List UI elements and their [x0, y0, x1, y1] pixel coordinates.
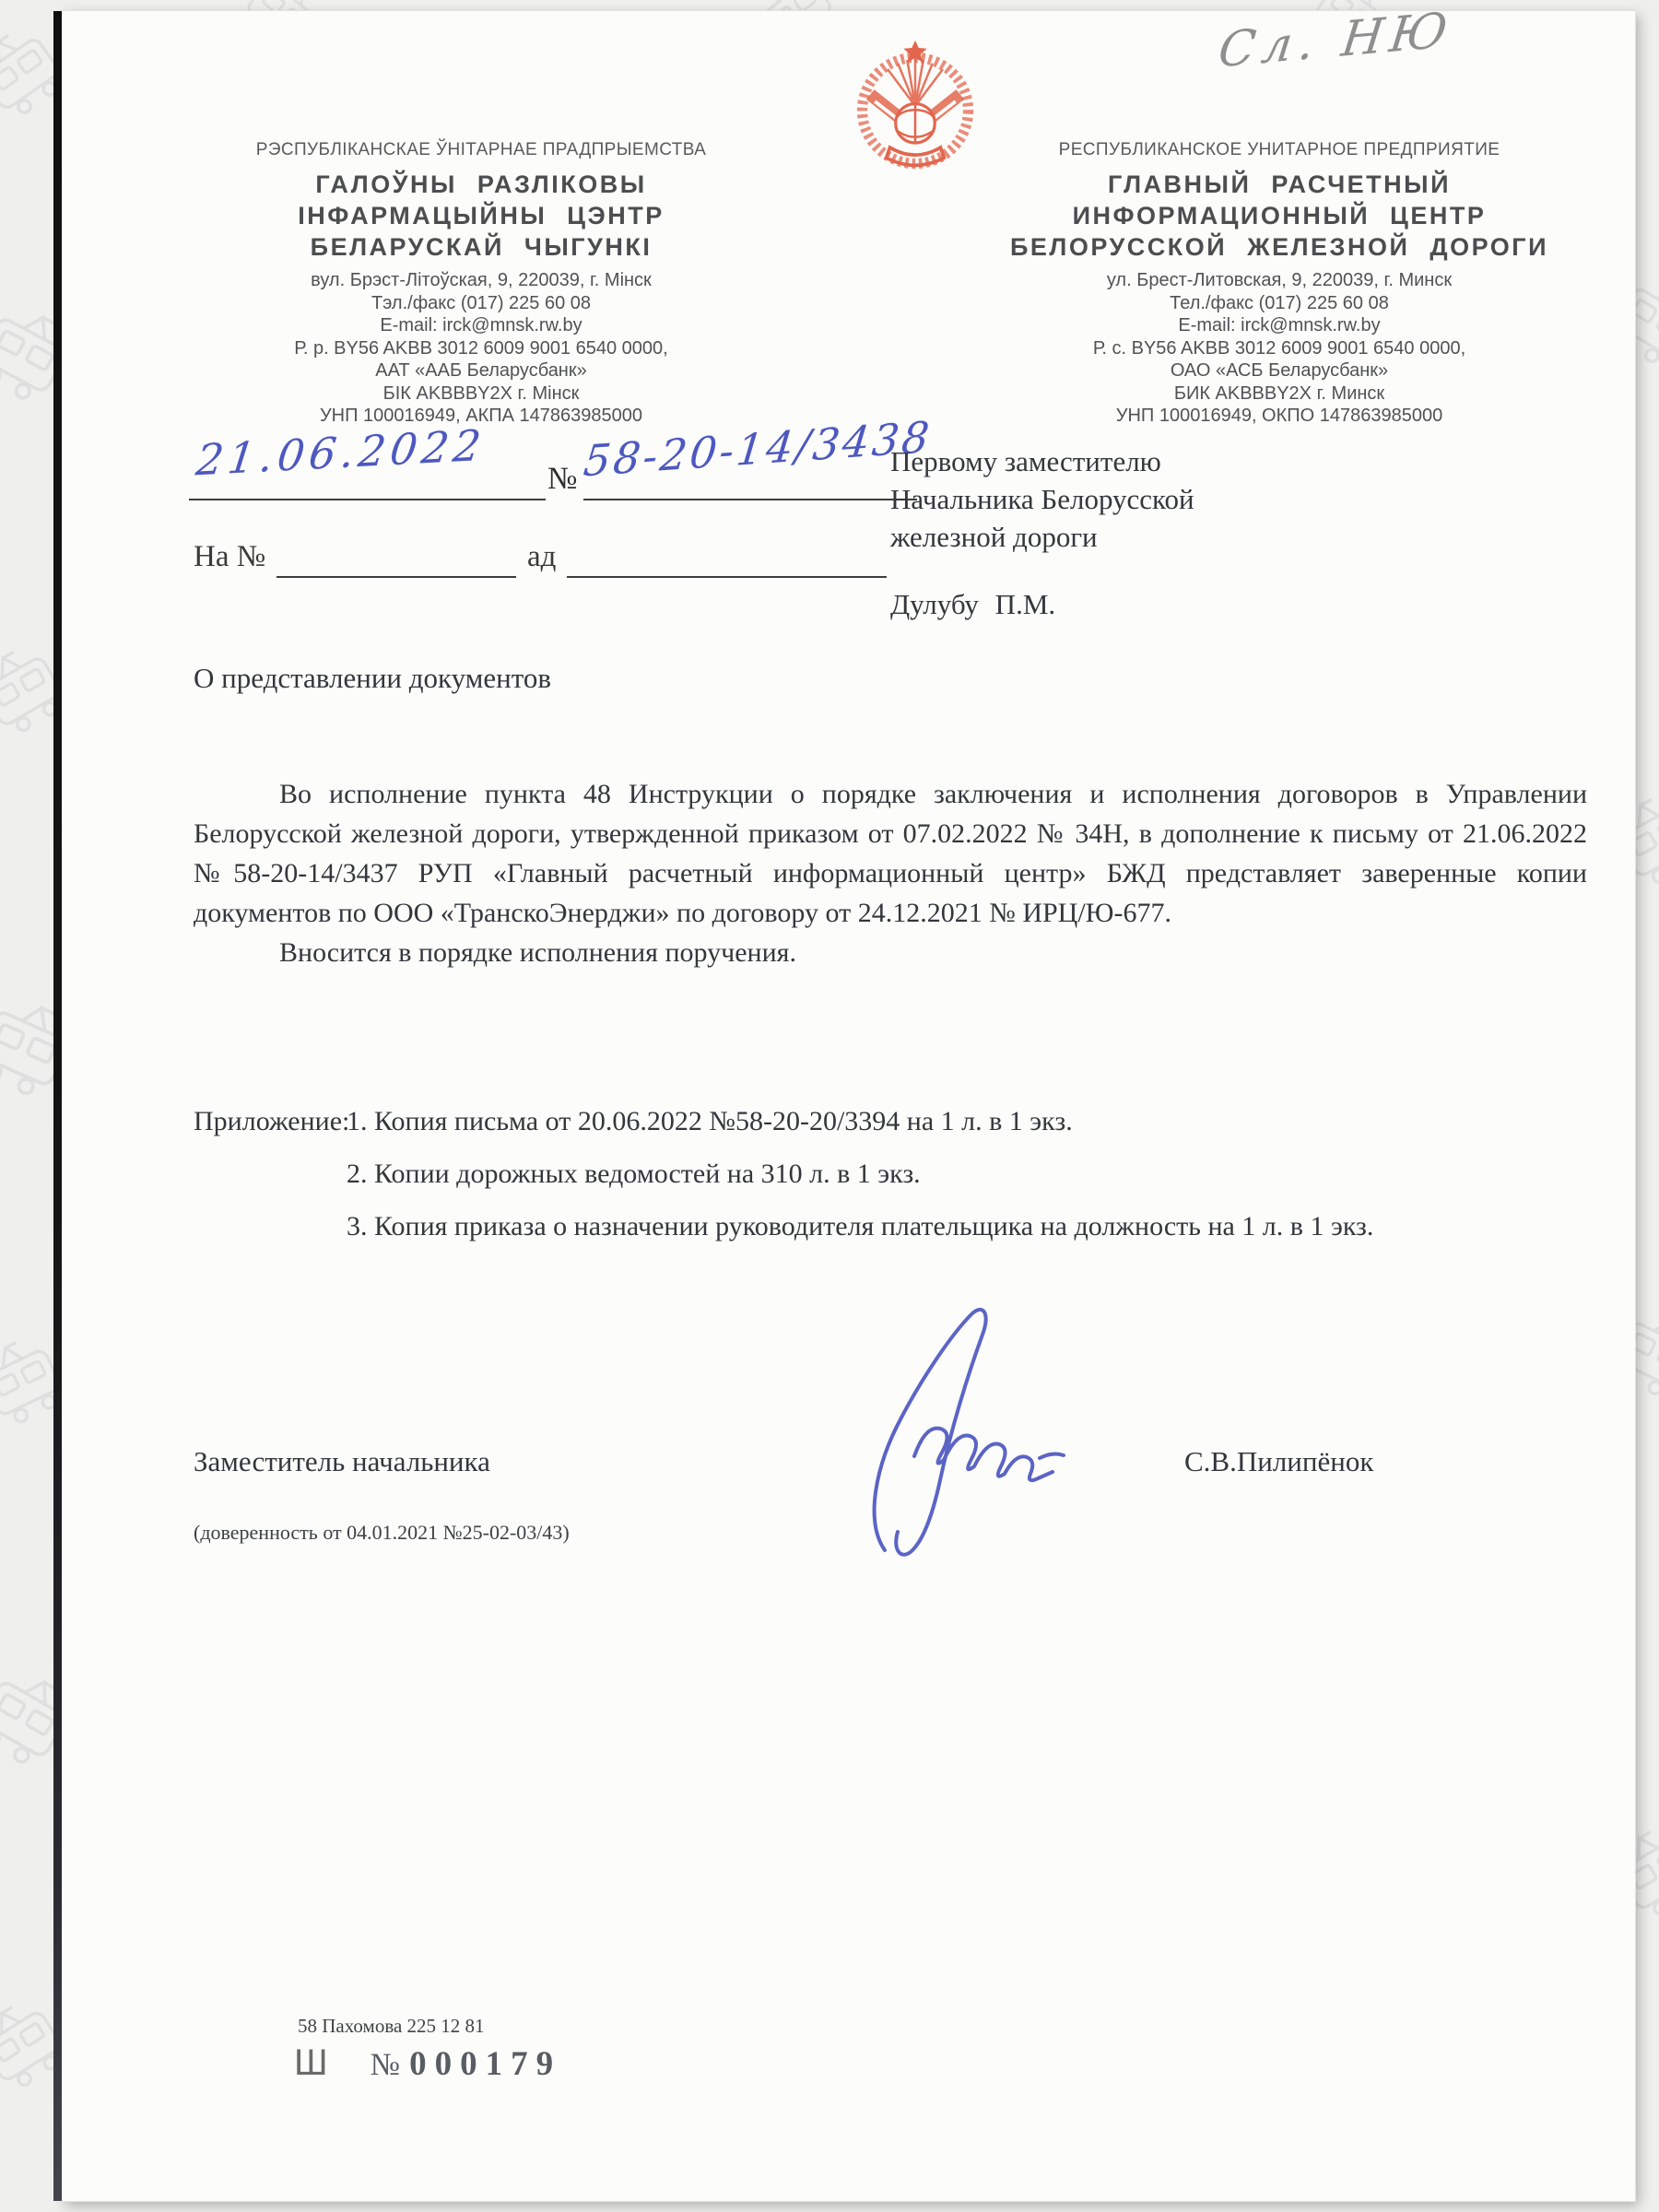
org-name-by-line: ІНФАРМАЦЫЙНЫ ЦЭНТР [298, 202, 665, 229]
address-line: БІК AKBBBY2X г. Мінск [382, 382, 580, 404]
org-type-ru: РЕСПУБЛИКАНСКОЕ УНИТАРНОЕ ПРЕДПРИЯТИЕ [1058, 140, 1500, 159]
letterhead-belarusian [159, 140, 804, 428]
address-line: Тел./факс (017) 225 60 08 [1170, 292, 1389, 313]
letterhead-russian [957, 140, 1602, 428]
stamp-number: 000179 [409, 2045, 562, 2083]
handwritten-date: 21.06.2022 [193, 419, 488, 486]
address-line: E-mail: irck@mnsk.rw.by [380, 315, 582, 335]
org-name-ru-line: ИНФОРМАЦИОННЫЙ ЦЕНТР [1072, 202, 1487, 229]
recipient-block [890, 442, 1194, 556]
address-line: вул. Брэст-Літоўская, 9, 220039, г. Мінск [311, 270, 652, 290]
address-line: БИК AKBBBY2X г. Минск [1173, 382, 1385, 404]
scan-binding-edge [53, 11, 62, 2201]
body-paragraph-2: Вносится в порядке исполнения поручения. [279, 937, 796, 968]
org-name-by-line: БЕЛАРУСКАЙ ЧЫГУНКІ [310, 233, 653, 261]
date-underline [189, 499, 546, 500]
executor-contact: 58 Пахомова 225 12 81 [298, 2015, 485, 2037]
number-sign-label: № [547, 462, 578, 496]
reply-date-label: ад [527, 540, 557, 573]
address-line: УНП 100016949, АКПА 147863985000 [319, 406, 643, 426]
attachments-block [194, 1095, 1419, 1253]
stamp-letter: Ш [294, 2042, 328, 2083]
stamp-no-sign: № [370, 2048, 401, 2082]
attachments-list [347, 1095, 1419, 1253]
power-of-attorney-note: (доверенность от 04.01.2021 №25-02-03/43) [194, 1521, 570, 1544]
recipient-line: Первому заместителю [890, 445, 1161, 477]
attachment-item: 1. Копия письма от 20.06.2022 №58-20-20/3394 на 1 л. в 1 экз. [347, 1106, 1073, 1136]
org-address-ru [957, 269, 1602, 428]
address-line: Р. с. BY56 AKBB 3012 6009 9001 6540 0000, [1092, 337, 1466, 359]
attachments-label: Приложение: [194, 1106, 350, 1136]
reply-number-underline [276, 576, 516, 578]
attachment-item: 2. Копии дорожных ведомостей на 310 л. в 1 экз. [347, 1159, 921, 1189]
reply-to-label: На № [194, 540, 266, 573]
recipient-line: Начальника Белорусской [890, 483, 1194, 515]
address-line: ОАО «АСБ Беларусбанк» [1170, 360, 1389, 381]
recipient-line: железной дороги [890, 521, 1098, 553]
address-line: ААТ «ААБ Беларусбанк» [375, 360, 587, 381]
document-page [62, 2, 1635, 2201]
signer-position-title: Заместитель начальника [194, 1445, 490, 1477]
signer-name: С.В.Пилипёнок [1184, 1445, 1374, 1477]
reply-date-underline [567, 576, 887, 578]
number-underline [583, 499, 917, 500]
registration-stamp [294, 2044, 561, 2081]
address-line: E-mail: irck@mnsk.rw.by [1178, 315, 1381, 335]
handwritten-routing-note: Сл. НЮ [1215, 2, 1457, 79]
org-name-by [159, 169, 804, 263]
org-name-by-line: ГАЛОЎНЫ РАЗЛІКОВЫ [315, 171, 647, 198]
letter-subject: О представлении документов [194, 662, 551, 694]
handwritten-outgoing-number: 58-20-14/3438 [581, 411, 935, 487]
recipient-name: Дулубу П.М. [890, 588, 1056, 620]
letter-body [194, 774, 1587, 972]
attachment-item: 3. Копия приказа о назначении руководителя плательщика на должность на 1 л. в 1 экз. [347, 1211, 1374, 1241]
address-line: Р. р. BY56 AKBB 3012 6009 9001 6540 0000, [294, 337, 668, 359]
org-name-ru-line: ГЛАВНЫЙ РАСЧЕТНЫЙ [1107, 171, 1451, 198]
org-name-ru [957, 169, 1602, 263]
body-paragraph-1: Во исполнение пункта 48 Инструкции о порядке заключения и исполнения договоров в Управлении Белорусской железной дороги, утвержденной приказом от 07.02.2022 № 34Н, в дополнение к письму от 21.06.2022 №58-20-14/3437 РУП «Главный расчетный информационный центр» БЖД представляет заверенные копии документов по ООО «ТранскоЭнерджи» по договору от 24.12.2021 № ИРЦ/Ю-677. [194, 779, 1587, 928]
address-line: Тэл./факс (017) 225 60 08 [371, 292, 592, 313]
org-address-by [159, 269, 804, 428]
org-type-by: РЭСПУБЛІКАНСКАЕ ЎНІТАРНАЕ ПРАДПРЫЕМСТВА [255, 140, 707, 159]
org-name-ru-line: БЕЛОРУССКОЙ ЖЕЛЕЗНОЙ ДОРОГИ [1010, 233, 1548, 261]
address-line: ул. Брест-Литовская, 9, 220039, г. Минск [1106, 270, 1453, 290]
handwritten-signature [776, 1300, 1080, 1576]
address-line: УНП 100016949, ОКПО 147863985000 [1115, 406, 1443, 426]
